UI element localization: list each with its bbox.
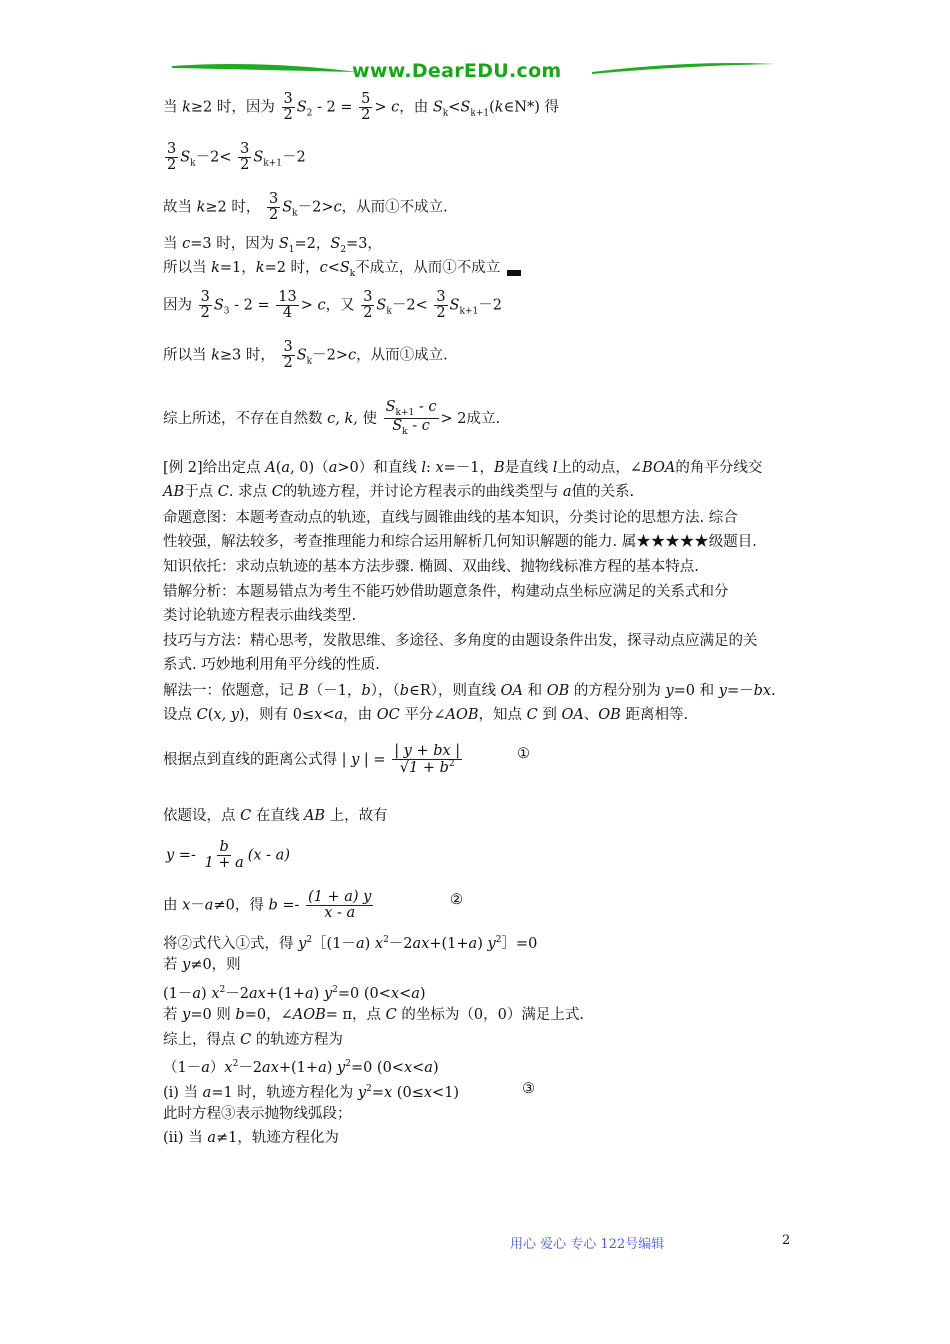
header-site-name: www.DearEDU.com (352, 60, 562, 82)
fraction: $\frac{b}{1 + a}$ (204, 839, 244, 872)
fraction: $\frac{3}{2}$ (167, 141, 177, 174)
fraction: $\frac{(1 + a) y}{x - a}$ (308, 889, 372, 922)
sqrt-icon: √ (399, 760, 410, 777)
method-line-1: 技巧与方法：精心思考，发散思维、多途径、多角度的由题设条件出发，探寻动点应满足的关 (163, 633, 758, 649)
page-number: 2 (782, 1233, 791, 1248)
line-3: 故当 k≥2 时， $\frac{3}{2}$ $S_k-2>c$，从而①不成立. (163, 191, 448, 224)
equation-number-2: ② (450, 892, 463, 908)
solution-line-1: 解法一：依题意，记 B（－1，b），（b∈R），则直线 OA 和 OB 的方程分别为 y=0 和 y=－bx. (163, 683, 776, 699)
line-1: 当 k≥2 时，因为 $\frac{3}{2}$ $S_2 - 2$ = $\frac{5}{2}$ > c，由 $S_k<S_{k+1}(k\in N*)$ 得 (163, 91, 559, 124)
line-4: 当 c=3 时，因为 $S_1=2$，$S_2=3$， (163, 236, 382, 255)
error-line-2: 类讨论轨迹方程表示曲线类型. (163, 608, 357, 624)
fraction: $\frac{3}{2}$ (240, 141, 250, 174)
footer-note: 用心 爱心 专心 122号编辑 (510, 1237, 665, 1252)
intent-line-1: 命题意图：本题考查动点的轨迹，直线与圆锥曲线的基本知识，分类讨论的思想方法. 综合 (163, 510, 738, 526)
equation-line-a: (1－a) $x^2-2ax+(1+a)$ $y^2=0$ (0<x<a) (163, 985, 426, 1002)
case-y-zero: 若 y=0 则 b=0，∠AOB= π，点 C 的坐标为（0，0）满足上式. (163, 1007, 584, 1023)
header-swoosh-right (590, 58, 780, 80)
fraction: $\frac{3}{2}$ (283, 339, 293, 372)
case-ii-line: (ii) 当 a≠1，轨迹方程化为 (163, 1130, 339, 1146)
line-5: 所以当 k=1，k=2 时，$c<S_k$不成立，从而①不成立 (163, 258, 521, 284)
b-expression: 由 x－a≠0，得 b =- $\frac{(1 + a) y}{x - a}$ (163, 889, 372, 922)
summary-line: 综上，得点 C 的轨迹方程为 (163, 1032, 343, 1048)
small-block-mark (507, 270, 521, 276)
header-swoosh-left (170, 58, 360, 80)
equation-line-b: $(1-a)x^2-2ax+(1+a)$ $y^2=0$ (0<x<a) (163, 1059, 439, 1076)
fraction: $\frac{S_{k+1} - c}{S_k - c}$ (385, 399, 437, 438)
error-line-1: 错解分析：本题易错点为考生不能巧妙借助题意条件，构建动点坐标应满足的关系式和分 (163, 584, 729, 600)
fraction: $\frac{5}{2}$ (361, 91, 371, 124)
example-2-line-2: AB于点 C. 求点 C的轨迹方程，并讨论方程表示的曲线类型与 a值的关系. (163, 484, 635, 500)
method-line-2: 系式. 巧妙地利用角平分线的性质. (163, 657, 380, 673)
distance-formula: 根据点到直线的距离公式得 | y | = $\frac{| y + bx |}{√1 + b^2}$ (163, 743, 461, 777)
line-8: 综上所述，不存在自然数 c, k, 使 $\frac{S_{k+1} - c}{S_k - c}$ > 2成立. (163, 399, 501, 438)
parabola-note: 此时方程③表示抛物线弧段； (163, 1106, 352, 1122)
case-i-line: (i) 当 a=1 时，轨迹方程化为 $y^2=x$ (0≤x<1) (163, 1084, 460, 1101)
line-2: $\frac{3}{2}$ $S_k-2<$ $\frac{3}{2}$ $S_{k+1}-2$ (167, 141, 306, 174)
intent-line-2: 性较强，解法较多，考查推理能力和综合运用解析几何知识解题的能力. 属★★★★★级题目. (163, 534, 757, 550)
fraction: $\frac{13}{4}$ (278, 289, 297, 322)
solution-line-2: 设点 C(x, y)，则有 0≤x<a，由 OC 平分∠AOB，知点 C 到 OA、OB 距离相等. (163, 707, 689, 723)
line-7: 所以当 k≥3 时， $\frac{3}{2}$ $S_k-2>c$，从而①成立. (163, 339, 448, 372)
on-line-text: 依题设，点 C 在直线 AB 上，故有 (163, 808, 388, 824)
fraction: $\frac{| y + bx |}{√1 + b^2}$ (394, 743, 461, 777)
case-y-nonzero: 若 y≠0，则 (163, 957, 241, 973)
equation-number-3: ③ (522, 1081, 535, 1097)
fraction: $\frac{3}{2}$ (363, 289, 373, 322)
fraction: $\frac{3}{2}$ (269, 191, 279, 224)
example-2-line-1: [例 2]给出定点 A(a, 0)（a>0）和直线 l: x=－1，B是直线 l上的动点，∠BOA的角平分线交 (163, 460, 763, 476)
substitution-line: 将②式代入①式，得 $y^2[(1-a)$ $x^2-2ax+(1+a)$ $y^2]=0$ (163, 935, 538, 952)
line-ab-equation: y =- $\frac{b}{1 + a}$ (x - a) (166, 839, 290, 872)
basis-line: 知识依托：求动点轨迹的基本方法步骤. 椭圆、双曲线、抛物线标准方程的基本特点. (163, 559, 699, 575)
equation-number-1: ① (517, 746, 530, 762)
line-6: 因为 $\frac{3}{2}$ $S_3 - 2$ = $\frac{13}{4}$ > c，又 $\frac{3}{2}$ $S_k-2<$ $\frac{3}{2}$ $S_{k+1}-2$ (163, 289, 502, 322)
fraction: $\frac{3}{2}$ (283, 91, 293, 124)
fraction: $\frac{3}{2}$ (200, 289, 210, 322)
fraction: $\frac{3}{2}$ (436, 289, 446, 322)
